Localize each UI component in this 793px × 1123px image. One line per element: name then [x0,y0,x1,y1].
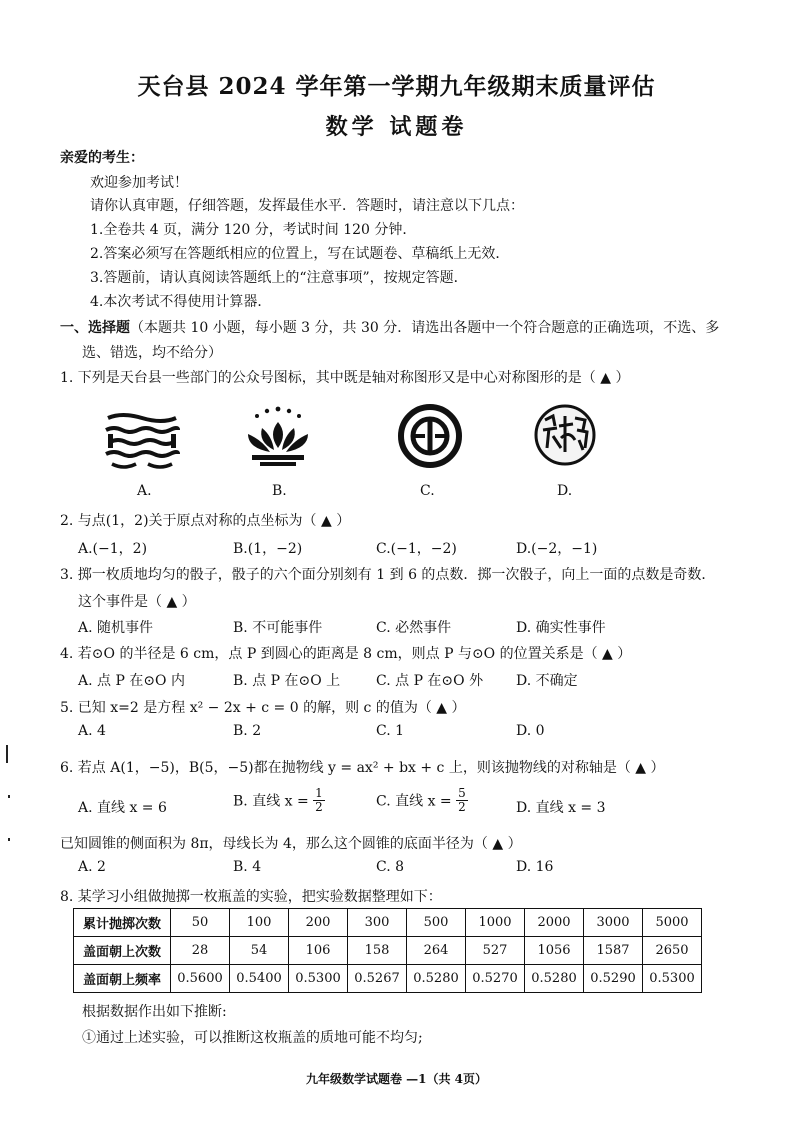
q6-option-b-numerator: 1 [315,786,323,800]
q3-option-d: D. 确实性事件 [516,620,606,636]
q5-option-a: A. 4 [78,723,106,739]
table-cell: 264 [407,937,466,965]
table-row-header: 累计抛掷次数 [74,909,171,937]
welcome-text: 欢迎参加考试！ [90,175,188,191]
q2-option-d: D.(−2，−1) [516,541,598,557]
exam-subtitle: 数学 试题卷 [325,114,468,140]
q6-option-b [233,787,325,814]
section-1-header [60,317,719,337]
q4-option-b: B. 点 P 在⊙O 上 [233,673,341,689]
table-row [74,965,702,993]
q6-option-b-fraction [313,787,325,814]
table-cell: 50 [171,909,230,937]
table-cell: 0.5270 [466,965,525,993]
table-cell: 1587 [584,937,643,965]
seal-logo-icon [525,400,605,466]
q1-label-d: D. [557,483,573,499]
q6-option-c-prefix: C. 直线 x = [376,793,452,810]
table-cell: 2000 [525,909,584,937]
q7-option-d: D. 16 [516,859,554,875]
question-7-stem: 已知圆锥的侧面积为 8π，母线长为 4，那么这个圆锥的底面半径为（ ▲ ） [60,836,522,852]
table-cell: 0.5300 [643,965,702,993]
q6-option-d: D. 直线 x = 3 [516,800,606,816]
q3-option-a: A. 随机事件 [78,620,154,636]
q7-option-a: A. 2 [78,859,106,875]
experiment-data-table [73,908,702,993]
question-4-stem: 4. 若⊙O 的半径是 6 cm，点 P 到圆心的距离是 8 cm，则点 P 与⊙O 的位置关系是（ ▲ ） [60,646,632,662]
wave-logo-icon [102,410,182,476]
table-cell: 0.5280 [407,965,466,993]
q4-option-d: D. 不确定 [516,673,578,689]
table-cell: 106 [289,937,348,965]
q3-option-b: B. 不可能事件 [233,620,323,636]
table-cell: 0.5280 [525,965,584,993]
table-row [74,937,702,965]
table-cell: 0.5267 [348,965,407,993]
q6-option-b-denominator: 2 [315,800,323,814]
q1-label-a: A. [137,483,152,499]
instruction-text: 请你认真审题，仔细答题，发挥最佳水平．答题时，请注意以下几点： [90,198,524,214]
table-row-header: 盖面朝上次数 [74,937,171,965]
rule-2: 2.答案必须写在答题纸相应的位置上，写在试题卷、草稿纸上无效． [90,246,510,262]
question-8-stem: 8. 某学习小组做抛掷一枚瓶盖的实验，把实验数据整理如下： [60,889,442,905]
q6-option-c-denominator: 2 [458,800,466,814]
table-cell: 158 [348,937,407,965]
scan-mark [6,745,8,763]
table-cell: 54 [230,937,289,965]
q6-option-a: A. 直线 x = 6 [78,800,167,816]
q7-option-c: C. 8 [376,859,405,875]
q5-option-c: C. 1 [376,723,405,739]
scan-mark [8,838,10,841]
table-cell: 300 [348,909,407,937]
q2-option-a: A.(−1，2) [78,541,148,557]
q2-option-c: C.(−1，−2) [376,541,457,557]
table-cell: 527 [466,937,525,965]
section-1-desc-2: 选、错选，均不给分） [82,345,222,361]
table-cell: 500 [407,909,466,937]
exam-title: 天台县 2024 学年第一学期九年级期末质量评估 [137,73,656,100]
table-cell: 1056 [525,937,584,965]
table-cell: 28 [171,937,230,965]
section-1-desc-1: （本题共 10 小题，每小题 3 分，共 30 分．请选出各题中一个符合题意的正确选项，不选、多 [130,320,720,336]
question-3-stem: 3. 掷一枚质地均匀的骰子，骰子的六个面分别刻有 1 到 6 的点数．掷一次骰子，向上一面的点数是奇数． [60,567,716,583]
rule-1: 1.全卷共 4 页，满分 120 分，考试时间 120 分钟． [90,222,417,238]
question-2-stem: 2. 与点(1，2)关于原点对称的点坐标为（ ▲ ） [60,513,351,529]
table-cell: 0.5300 [289,965,348,993]
table-cell: 2650 [643,937,702,965]
q6-option-c-numerator: 5 [458,786,466,800]
table-cell: 1000 [466,909,525,937]
q6-option-b-prefix: B. 直线 x = [233,793,309,810]
rule-3: 3.答题前，请认真阅读答题纸上的“注意事项”，按规定答题． [90,270,468,286]
q4-option-c: C. 点 P 在⊙O 外 [376,673,484,689]
lotus-logo-icon [238,404,318,470]
q2-option-b: B.(1，−2) [233,541,303,557]
q1-label-c: C. [420,483,435,499]
q3-option-c: C. 必然事件 [376,620,452,636]
table-cell: 0.5400 [230,965,289,993]
table-cell: 5000 [643,909,702,937]
greeting: 亲爱的考生： [60,150,144,166]
q6-option-c-fraction [456,787,468,814]
table-cell: 0.5600 [171,965,230,993]
q1-label-b: B. [272,483,287,499]
table-cell: 100 [230,909,289,937]
q7-option-b: B. 4 [233,859,262,875]
section-1-heading: 一、选择题 [60,320,130,336]
q5-option-d: D. 0 [516,723,545,739]
table-row [74,909,702,937]
table-cell: 200 [289,909,348,937]
question-6-stem: 6. 若点 A(1，−5)，B(5，−5)都在抛物线 y = ax² + bx + c 上，则该抛物线的对称轴是（ ▲ ） [60,760,665,776]
q6-option-c [376,787,468,814]
table-row-header: 盖面朝上频率 [74,965,171,993]
q8-after-text: 根据数据作出如下推断: [82,1004,227,1020]
table-cell: 3000 [584,909,643,937]
circle-logo-icon [390,403,470,469]
q4-option-a: A. 点 P 在⊙O 内 [78,673,185,689]
page-footer: 九年级数学试题卷 —1（共 4页） [305,1072,488,1086]
question-3-stem-2: 这个事件是（ ▲ ） [78,594,196,610]
table-cell: 0.5290 [584,965,643,993]
question-5-stem: 5. 已知 x=2 是方程 x² − 2x + c = 0 的解，则 c 的值为（ ▲ ） [60,700,466,716]
question-1-stem: 1. 下列是天台县一些部门的公众号图标，其中既是轴对称图形又是中心对称图形的是（ ▲ ） [60,370,630,386]
q8-inference-1: ①通过上述实验，可以推断这枚瓶盖的质地可能不均匀; [82,1030,423,1046]
q5-option-b: B. 2 [233,723,262,739]
rule-4: 4.本次考试不得使用计算器． [90,294,272,310]
scan-mark [8,795,10,798]
